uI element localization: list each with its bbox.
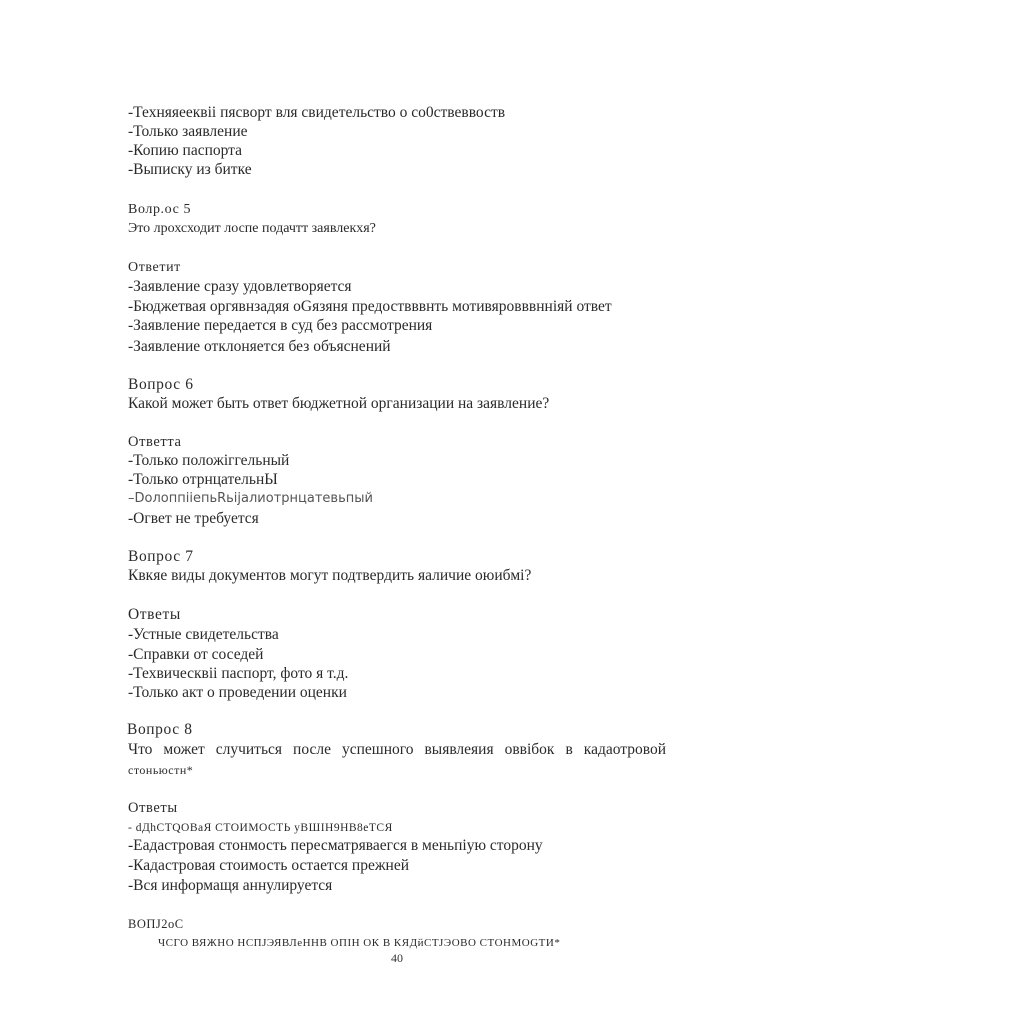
page-number: 40 bbox=[391, 951, 403, 965]
answer-line: -Огвет не требуется bbox=[128, 510, 259, 527]
question-heading: Вопрос 8 bbox=[127, 721, 193, 738]
question-text-continued: стоньюстн* bbox=[128, 763, 194, 777]
answers-heading: Ответы bbox=[128, 606, 181, 623]
answer-line: -Копию паспорта bbox=[128, 142, 243, 159]
answer-line: -Только заявление bbox=[128, 123, 248, 140]
answer-line: -Вся информащя аннулируется bbox=[128, 877, 333, 894]
answer-line: -Заявление передается в суд без рассмотрения bbox=[128, 317, 433, 334]
answer-line: - dДhСТQОВаЯ СТОИМОСТЬ уВШІН9НВ8еТСЯ bbox=[128, 822, 393, 834]
question-heading: Вопрос 6 bbox=[128, 376, 194, 393]
answer-line: -Техвическвіі паспорт, фото я т.д. bbox=[128, 665, 349, 682]
question-heading: ВОПJ2оС bbox=[128, 917, 184, 931]
answer-line: -Только отрнцательнЫ bbox=[128, 471, 278, 488]
question-text: Что может случиться после успешного выявлеяия оввібок в кадаотровой bbox=[128, 741, 666, 758]
question-text: Квкяе виды документов могут подтвердить яаличие оюибмі? bbox=[128, 567, 532, 584]
answer-line: -Кадастровая стоимость остается прежней bbox=[128, 857, 410, 874]
answers-heading: Ответит bbox=[128, 260, 181, 275]
answers-heading: Ответы bbox=[128, 800, 178, 816]
answers-heading: Ответта bbox=[128, 434, 182, 450]
question-text: Какой может быть ответ бюджетной организации на заявление? bbox=[128, 395, 550, 412]
answer-line: -Еадастровая стонмость пересматряваегся в меньпіую сторону bbox=[128, 837, 543, 854]
answer-line: -Техняяееквіі пясворт вля свидетельство о со0ствеввоств bbox=[128, 104, 506, 121]
answer-line: -Устные свидетельства bbox=[128, 626, 279, 643]
question-heading: Волр.ос 5 bbox=[128, 202, 192, 217]
answer-line: -Только положіггельный bbox=[128, 452, 290, 469]
answer-line: -Заявление сразу удовлетворяется bbox=[128, 278, 352, 295]
question-heading: Вопрос 7 bbox=[128, 548, 194, 565]
answer-line: -Справки от соседей bbox=[128, 646, 264, 663]
answer-line: -Заявление отклоняется без объяснений bbox=[128, 338, 391, 355]
question-text: Это лрохсходит лоспе подачтт заявлекхя? bbox=[128, 221, 376, 236]
answer-line: -Только акт о проведении оценки bbox=[128, 684, 347, 701]
question-text: ЧСГО ВЯЖНО НСПJЭЯВЛеННВ ОПІН ОК В КЯДйСТJЭОВО СТОНМОGТИ* bbox=[158, 937, 561, 949]
answer-line: –DoлоппііепьRьіjалиотрнцатевьпый bbox=[128, 491, 373, 506]
answer-line: -Бюджетвая оргявнзадяя оGязяня предоствввнть мотивяровввнніяй ответ bbox=[128, 298, 612, 315]
answer-line: -Выписку из битке bbox=[128, 161, 252, 178]
